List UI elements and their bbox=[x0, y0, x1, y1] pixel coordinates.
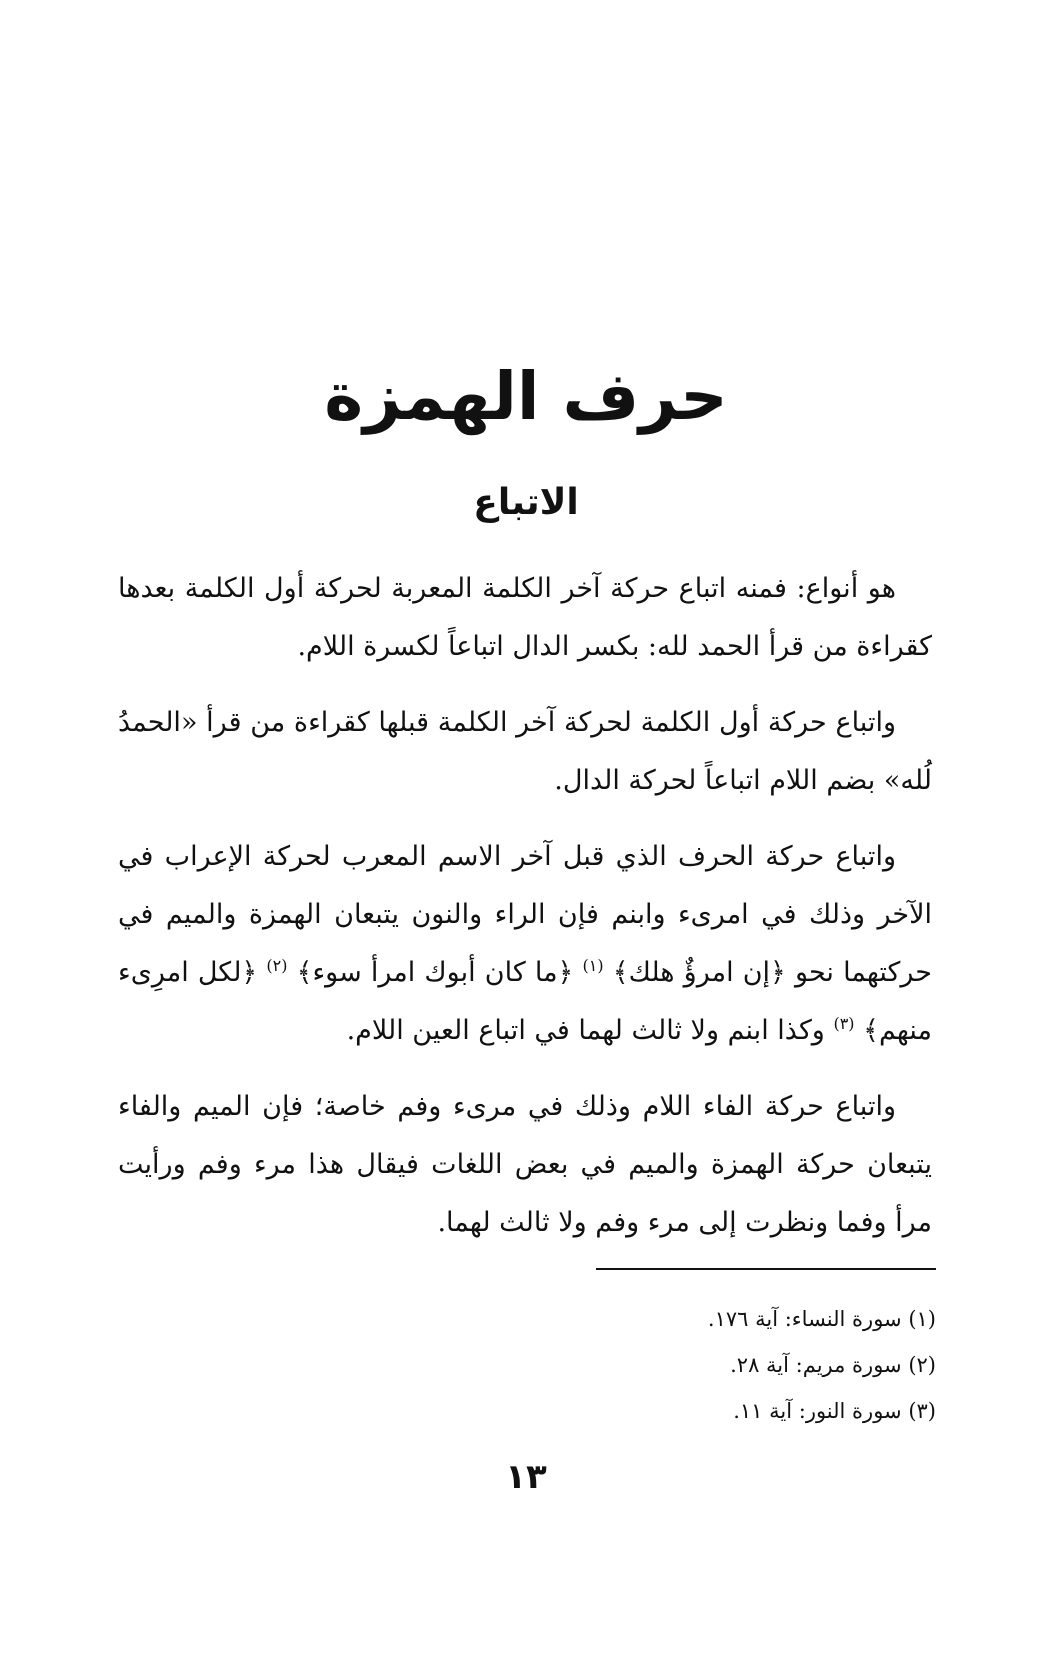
paragraph: واتباع حركة الفاء اللام وذلك في مرىء وفم خاصة؛ فإن الميم والفاء يتبعان حركة الهمزة والميم في بعض اللغات فيقال هذا مرء وفم ورأيت مرأ وفما ونظرت إلى مرء وفم ولا ثالث لهما. bbox=[118, 1091, 932, 1238]
footnote-ref-2: (٢) bbox=[266, 956, 288, 975]
footnote-divider bbox=[596, 1268, 936, 1270]
paragraph-segment: وكذا ابنم ولا ثالث لهما في اتباع العين اللام. bbox=[346, 1015, 825, 1046]
footnote-item: (٣) سورة النور: آية ١١. bbox=[733, 1399, 936, 1423]
paragraph: هو أنواع: فمنه اتباع حركة آخر الكلمة المعربة لحركة أول الكلمة بعدها كقراءة من قرأ الحمد لله: بكسر الدال اتباعاً لكسرة اللام. bbox=[118, 573, 932, 662]
chapter-title: حرف الهمزة bbox=[324, 358, 728, 435]
footnote-item: (٢) سورة مريم: آية ٢٨. bbox=[730, 1353, 936, 1377]
footnotes-list bbox=[120, 1296, 936, 1434]
body-text bbox=[118, 560, 932, 1270]
paragraph-segment: ﴿لكل امرِىء منهم﴾ bbox=[118, 957, 932, 1046]
footnote-ref-3: (٣) bbox=[833, 1014, 855, 1033]
page-number: ١٣ bbox=[505, 1457, 547, 1497]
paragraph-segment: ﴿ما كان أبوك امرأ سوء﴾ bbox=[296, 957, 574, 988]
footnote-item: (١) سورة النساء: آية ١٧٦. bbox=[707, 1307, 936, 1331]
section-title: الاتباع bbox=[473, 482, 579, 523]
paragraph-with-footnote-refs bbox=[118, 828, 932, 1060]
footnote-ref-1: (١) bbox=[582, 956, 604, 975]
paragraph-segment: واتباع حركة الحرف الذي قبل آخر الاسم المعرب لحركة الإعراب في الآخر وذلك في امرىء وابنم فإن الراء والنون يتبعان الهمزة والميم في حركتهما نحو ﴿إن امرؤٌ هلك﴾ bbox=[118, 841, 932, 988]
paragraph: واتباع حركة أول الكلمة لحركة آخر الكلمة قبلها كقراءة من قرأ «الحمدُ لُله» بضم اللام اتباعاً لحركة الدال. bbox=[118, 707, 932, 796]
